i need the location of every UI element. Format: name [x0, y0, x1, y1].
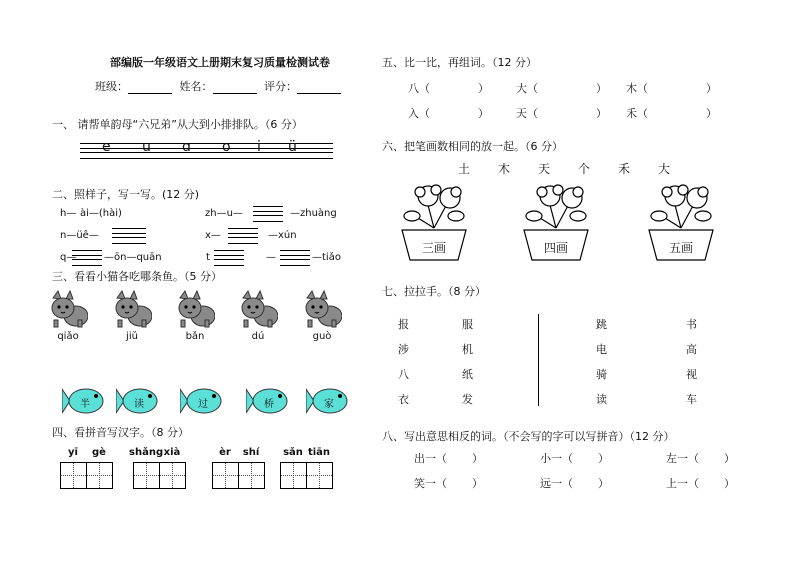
q2-title: 二、照样子，写一写。(12 分) — [52, 188, 200, 201]
q5-paren: ） — [478, 107, 489, 120]
q5-title: 五、比一比，再组词。（12 分） — [382, 56, 537, 69]
q7-word[interactable]: 高 — [686, 343, 697, 356]
q8-word: 小一（ — [540, 452, 573, 465]
letter: i — [257, 139, 261, 155]
q5-paren: ） — [596, 82, 607, 95]
q4-pinyin: shǎng — [129, 447, 164, 458]
q6-char: 土 — [458, 162, 471, 176]
letter: o — [222, 139, 231, 155]
q5-char: 禾（ — [626, 107, 648, 120]
q8-title: 八、写出意思相反的词。（不会写的字可以写拼音）（12 分） — [382, 430, 675, 443]
q2-r2-a: n—üê— — [60, 230, 99, 241]
fish-char: 桥 — [264, 399, 274, 410]
fish-char: 家 — [324, 399, 334, 410]
fish-char: 读 — [134, 399, 144, 410]
q5-char: 天（ — [516, 107, 538, 120]
q2-blank[interactable] — [280, 250, 310, 266]
q8-paren: ） — [724, 452, 735, 465]
page-title: 部编版一年级语文上册期末复习质量检测试卷 — [110, 56, 330, 69]
q2-blank[interactable] — [112, 228, 146, 244]
q7-word[interactable]: 报 — [398, 318, 409, 331]
writing-box[interactable] — [159, 462, 186, 489]
q2-r1-c: zh—u— — [205, 208, 243, 219]
info-line — [95, 78, 341, 94]
q7-word[interactable]: 电 — [596, 343, 607, 356]
q7-word[interactable]: 车 — [686, 393, 697, 406]
writing-box[interactable] — [212, 462, 239, 489]
letter: u — [142, 139, 151, 155]
writing-box[interactable] — [280, 462, 307, 489]
q7-word[interactable]: 八 — [398, 368, 409, 381]
q8-paren: ） — [598, 477, 609, 490]
q6-title: 六、把笔画数相同的放一起。（6 分） — [382, 140, 563, 153]
q7-divider — [538, 314, 539, 406]
q6-char: 禾 — [618, 162, 631, 176]
class-label: 班级： — [95, 80, 128, 93]
q2-blank[interactable] — [214, 250, 244, 266]
q7-word[interactable]: 涉 — [398, 343, 409, 356]
cat-pinyin: guò — [312, 331, 332, 342]
q7-word[interactable]: 衣 — [398, 393, 409, 406]
q2-blank[interactable] — [72, 250, 102, 266]
cat-icon[interactable] — [238, 290, 278, 328]
q5-char: 木（ — [626, 82, 648, 95]
pot-label: 四画 — [543, 241, 568, 255]
q3-title: 三、看看小猫各吃哪条鱼。（5 分） — [52, 270, 222, 283]
q5-char: 入（ — [408, 107, 430, 120]
cat-icon[interactable] — [112, 290, 152, 328]
writing-box[interactable] — [238, 462, 265, 489]
writing-box[interactable] — [60, 462, 87, 489]
q2-r3-c: t — [206, 252, 210, 263]
letter: ɑ — [182, 139, 191, 155]
q2-r1-b: ài—(hài) — [80, 208, 122, 219]
q7-word[interactable]: 纸 — [462, 368, 473, 381]
pot-label: 五画 — [668, 241, 693, 255]
score-field[interactable] — [297, 83, 341, 94]
q5-paren: ） — [478, 82, 489, 95]
q4-pinyin: xià — [163, 447, 181, 458]
writing-box[interactable] — [306, 462, 333, 489]
q4-pinyin: sǎn — [283, 447, 303, 458]
fish-char: 过 — [198, 399, 208, 410]
q4-pinyin: tiān — [307, 447, 331, 458]
q2-r1-a: h— — [60, 208, 77, 219]
class-field[interactable] — [128, 83, 172, 94]
cat-pinyin: dú — [251, 331, 265, 342]
q4-pinyin: shí — [242, 447, 260, 458]
q7-word[interactable]: 服 — [462, 318, 473, 331]
q5-paren: ） — [706, 82, 717, 95]
letter: e — [102, 139, 111, 155]
q7-title: 七、拉拉手。（8 分） — [382, 285, 486, 298]
q7-word[interactable]: 机 — [462, 343, 473, 356]
q4-title: 四、看拼音写汉字。（8 分） — [52, 426, 189, 439]
cat-icon[interactable] — [48, 290, 88, 328]
letter: ü — [288, 139, 297, 155]
q4-pinyin: yī — [68, 447, 78, 458]
q2-r2-c: —xún — [268, 230, 297, 241]
pot-label: 三画 — [421, 241, 446, 255]
cat-pinyin: bǎn — [185, 331, 205, 342]
q8-word: 远一（ — [540, 477, 573, 490]
q5-char: 大（ — [516, 82, 538, 95]
q7-word[interactable]: 读 — [596, 393, 607, 406]
fish-char: 半 — [80, 399, 90, 410]
q2-r3-a: q— — [60, 252, 77, 263]
writing-box[interactable] — [133, 462, 160, 489]
writing-box[interactable] — [86, 462, 113, 489]
q8-word: 上一（ — [666, 477, 699, 490]
q2-blank[interactable] — [228, 228, 258, 244]
q8-paren: ） — [724, 477, 735, 490]
q6-char: 大 — [658, 162, 671, 176]
q7-word[interactable]: 发 — [462, 393, 473, 406]
q6-char: 木 — [498, 162, 511, 176]
q2-blank[interactable] — [253, 206, 283, 222]
q2-r3-b: —ōn—quān — [104, 252, 162, 263]
q2-r2-b: x— — [205, 230, 221, 241]
name-field[interactable] — [213, 83, 257, 94]
score-label: 评分： — [264, 80, 297, 93]
q8-word: 左一（ — [666, 452, 699, 465]
cat-pinyin: jiǔ — [126, 331, 138, 342]
q8-paren: ） — [598, 452, 609, 465]
q8-word: 出一（ — [414, 452, 447, 465]
cat-icon[interactable] — [302, 290, 342, 328]
q4-pinyin: gè — [92, 447, 106, 458]
q8-word: 笑一（ — [414, 477, 447, 490]
q2-r3-d: — — [266, 252, 276, 263]
q4-pinyin: èr — [219, 447, 231, 458]
q2-r1-d: —zhuàng — [290, 208, 337, 219]
q5-char: 八（ — [408, 82, 430, 95]
name-label: 姓名： — [179, 80, 213, 93]
q6-char: 个 — [578, 162, 591, 176]
q8-paren: ） — [472, 452, 483, 465]
q7-word[interactable]: 视 — [686, 368, 697, 381]
q7-word[interactable]: 书 — [686, 318, 697, 331]
q6-char: 天 — [538, 162, 551, 176]
q5-paren: ） — [596, 107, 607, 120]
q2-r3-e: —tiǎo — [312, 252, 341, 263]
cat-icon[interactable] — [175, 290, 215, 328]
q5-paren: ） — [706, 107, 717, 120]
q1-title: 一、 请帮单韵母“六兄弟”从大到小排排队。（6 分） — [52, 118, 303, 131]
q7-word[interactable]: 跳 — [596, 318, 607, 331]
q8-paren: ） — [472, 477, 483, 490]
cat-pinyin: qiǎo — [57, 331, 79, 342]
q7-word[interactable]: 骑 — [596, 368, 607, 381]
